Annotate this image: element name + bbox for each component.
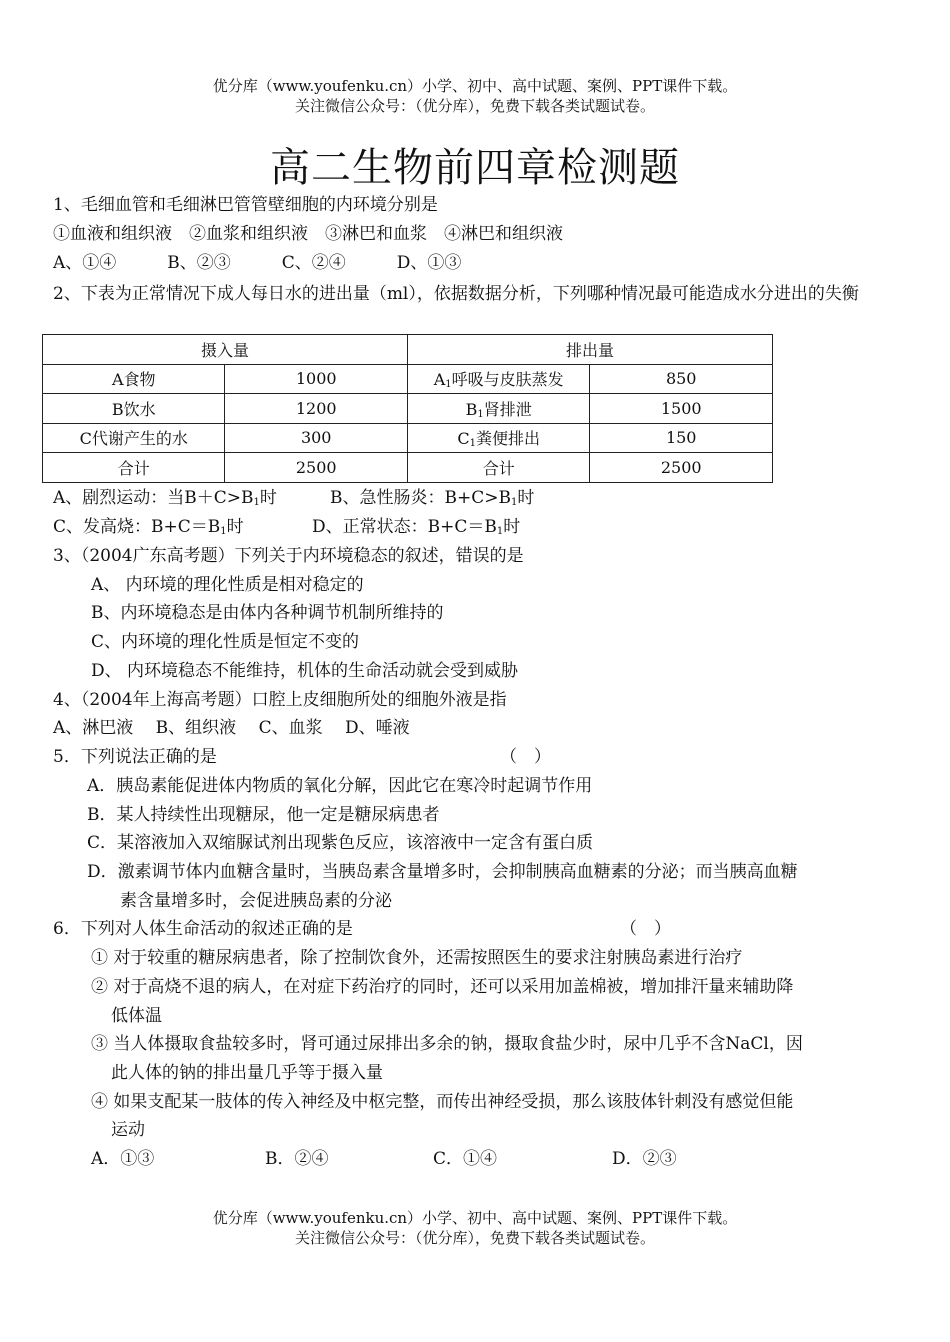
output-amount: 150 bbox=[590, 423, 773, 453]
q6-item-1: ① 对于较重的糖尿病患者，除了控制饮食外，还需按照医生的要求注射胰岛素进行治疗 bbox=[91, 948, 743, 968]
table-header-row bbox=[43, 335, 773, 365]
q6-stem: 6．下列对人体生命活动的叙述正确的是 bbox=[53, 919, 353, 939]
q5-answer-paren: （ ） bbox=[500, 747, 551, 767]
table-row bbox=[43, 423, 773, 453]
footer-line-1: 优分库（www.youfenku.cn）小学、初中、高中试题、案例、PPT课件下载。 bbox=[212, 1209, 738, 1227]
output-label-main: B bbox=[465, 399, 478, 419]
q2-option-c-end: 时 bbox=[226, 517, 244, 537]
intake-amount: 300 bbox=[225, 423, 408, 453]
output-label-rest: 肾排泄 bbox=[483, 399, 532, 419]
q6-item-4-line1: ④ 如果支配某一肢体的传入神经及中枢完整，而传出神经受损，那么该肢体针刺没有感觉但能 bbox=[91, 1092, 794, 1112]
q6-item-2-line1: ② 对于高烧不退的病人，在对症下药治疗的同时，还可以采用加盖棉被，增加排汗量来辅助降 bbox=[91, 977, 794, 997]
q5-option-a: A．胰岛素能促进体内物质的氧化分解，因此它在寒冷时起调节作用 bbox=[87, 776, 593, 796]
q2-option-c-sub: 1 bbox=[220, 526, 227, 537]
q2-option-b bbox=[330, 487, 534, 514]
q5-option-d-line1: D．激素调节体内血糖含量时，当胰岛素含量增多时，会抑制胰高血糖素的分泌；而当胰高血糖 bbox=[87, 862, 798, 882]
intake-source: A食物 bbox=[43, 364, 225, 394]
q2-option-a-end: 时 bbox=[259, 488, 277, 508]
intake-source: C代谢产生的水 bbox=[43, 423, 225, 453]
q6-option-b: B．②④ bbox=[265, 1149, 329, 1169]
q6-item-2-line2: 低体温 bbox=[111, 1006, 162, 1026]
q2-option-c bbox=[53, 516, 244, 543]
q2-option-a-sub: 1 bbox=[253, 497, 260, 508]
q2-option-d-end: 时 bbox=[503, 517, 521, 537]
total-intake: 2500 bbox=[225, 453, 408, 483]
q2-option-d-sub: 1 bbox=[496, 526, 504, 537]
q2-option-d bbox=[312, 516, 520, 543]
q4-options: A、淋巴液 B、组织液 C、血浆 D、唾液 bbox=[53, 718, 410, 738]
q3-option-d: D、 内环境稳态不能维持，机体的生命活动就会受到威胁 bbox=[91, 661, 519, 681]
q6-answer-paren: （ ） bbox=[620, 919, 671, 939]
header-output: 排出量 bbox=[407, 335, 772, 365]
water-balance-table bbox=[42, 334, 773, 483]
output-amount: 850 bbox=[590, 364, 773, 394]
q2-option-b-end: 时 bbox=[517, 488, 535, 508]
q2-option-c-text: C、发高烧：B+C＝B bbox=[53, 517, 221, 537]
q6-option-d: D．②③ bbox=[612, 1149, 677, 1169]
q6-option-c: C．①④ bbox=[433, 1149, 498, 1169]
output-label-main: C bbox=[457, 429, 470, 449]
output-label-rest: 粪便排出 bbox=[476, 429, 541, 449]
q3-option-b: B、内环境稳态是由体内各种调节机制所维持的 bbox=[91, 603, 444, 623]
q1-options: A、①④ B、②③ C、②④ D、①③ bbox=[53, 253, 462, 273]
q2-stem: 2、下表为正常情况下成人每日水的进出量（ml），依据数据分析，下列哪种情况最可能造成水分进出的失衡 bbox=[53, 284, 859, 304]
page-title: 高二生物前四章检测题 bbox=[270, 145, 680, 191]
q5-stem: 5．下列说法正确的是 bbox=[53, 747, 217, 767]
output-source bbox=[407, 423, 589, 453]
output-label-main: A bbox=[433, 370, 446, 390]
q3-option-a: A、 内环境的理化性质是相对稳定的 bbox=[91, 575, 364, 595]
q1-items: ①血液和组织液 ②血浆和组织液 ③淋巴和血浆 ④淋巴和组织液 bbox=[53, 224, 563, 244]
intake-amount: 1200 bbox=[225, 394, 408, 424]
q4-stem: 4、（2004年上海高考题）口腔上皮细胞所处的细胞外液是指 bbox=[53, 690, 507, 710]
output-amount: 1500 bbox=[590, 394, 773, 424]
q5-option-c: C．某溶液加入双缩脲试剂出现紫色反应，该溶液中一定含有蛋白质 bbox=[87, 833, 594, 853]
output-label-sub: 1 bbox=[445, 379, 452, 391]
q2-option-a bbox=[53, 487, 277, 514]
table-total-row bbox=[43, 453, 773, 483]
q3-option-c: C、内环境的理化性质是恒定不变的 bbox=[91, 632, 360, 652]
header-line-1: 优分库（www.youfenku.cn）小学、初中、高中试题、案例、PPT课件下载。 bbox=[212, 77, 738, 95]
q1-stem: 1、毛细血管和毛细淋巴管管壁细胞的内环境分别是 bbox=[53, 195, 438, 215]
table-row bbox=[43, 364, 773, 394]
total-output: 2500 bbox=[590, 453, 773, 483]
intake-amount: 1000 bbox=[225, 364, 408, 394]
q2-option-d-text: D、正常状态：B+C＝B bbox=[312, 517, 497, 537]
q2-option-b-text: B、急性肠炎：B+C>B bbox=[330, 488, 511, 508]
footer-line-2: 关注微信公众号：（优分库），免费下载各类试题试卷。 bbox=[294, 1229, 655, 1247]
output-source bbox=[407, 364, 589, 394]
total-label-intake: 合计 bbox=[43, 453, 225, 483]
output-source bbox=[407, 394, 589, 424]
output-label-sub: 1 bbox=[477, 408, 484, 420]
q6-item-4-line2: 运动 bbox=[111, 1120, 145, 1140]
table-row bbox=[43, 394, 773, 424]
q5-option-d-line2: 素含量增多时，会促进胰岛素的分泌 bbox=[120, 891, 392, 911]
output-label-rest: 呼吸与皮肤蒸发 bbox=[451, 370, 564, 390]
q6-item-3-line2: 此人体的钠的排出量几乎等于摄入量 bbox=[111, 1063, 383, 1083]
header-line-2: 关注微信公众号：（优分库），免费下载各类试题试卷。 bbox=[294, 97, 655, 115]
total-label-output: 合计 bbox=[407, 453, 589, 483]
q6-item-3-line1: ③ 当人体摄取食盐较多时，肾可通过尿排出多余的钠，摄取食盐少时，尿中几乎不含NaCl，因 bbox=[91, 1034, 803, 1054]
q5-option-b: B．某人持续性出现糖尿，他一定是糖尿病患者 bbox=[87, 805, 440, 825]
intake-source: B饮水 bbox=[43, 394, 225, 424]
q2-option-a-text: A、剧烈运动：当B＋C>B bbox=[53, 488, 254, 508]
q6-option-a: A．①③ bbox=[91, 1149, 155, 1169]
output-label-sub: 1 bbox=[469, 438, 477, 450]
q3-stem: 3、（2004广东高考题）下列关于内环境稳态的叙述，错误的是 bbox=[53, 546, 524, 566]
q2-option-b-sub: 1 bbox=[510, 497, 518, 508]
header-intake: 摄入量 bbox=[43, 335, 408, 365]
